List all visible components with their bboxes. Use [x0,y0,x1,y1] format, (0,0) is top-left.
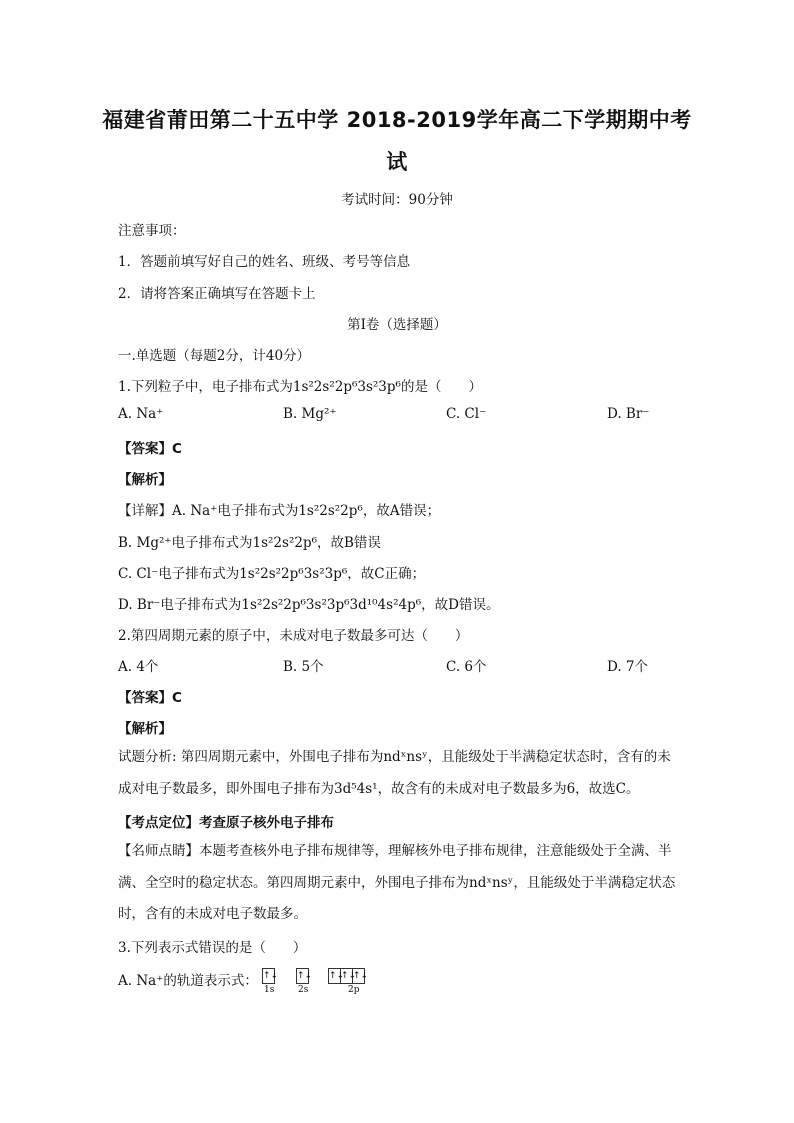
document-title-continued: 试 [386,150,408,174]
question-1-option-a: A. Na⁺ [118,406,164,422]
question-2-option-c: C. 6个 [446,659,487,675]
question-1-option-d: D. Br⁻ [607,406,650,422]
orbital-box-2s [296,968,313,984]
orbital-label-1s: 1s [264,985,275,995]
notice-item-1: 1．答题前填写好自己的姓名、班级、考号等信息 [118,254,411,270]
document-title: 福建省莆田第二十五中学 2018-2019学年高二下学期期中考 [102,108,692,132]
notice-item-2: 2．请将答案正确填写在答题卡上 [118,286,316,302]
question-1-detail-a: 【详解】A. Na⁺电子排布式为1s²2s²2p⁶，故A错误； [118,503,441,519]
question-1-answer: 【答案】C [118,441,182,457]
orbital-cell: ↑↓ [329,971,345,981]
question-2-option-a: A. 4个 [118,659,159,675]
question-1-detail-c: C. Cl⁻电子排布式为1s²2s²2p⁶3s²3p⁶，故C正确； [118,566,426,582]
orbital-cell: ↑↓ [353,971,369,981]
question-2-option-d: D. 7个 [607,659,649,675]
orbital-box-2p [328,968,369,984]
question-2-kaodian: 【考点定位】考查原子核外电子排布 [118,815,334,831]
section-title: 一.单选题（每题2分，计40分） [118,348,311,364]
question-2-analysis-header: 【解析】 [118,721,172,737]
question-3-option-a-label: A. Na⁺的轨道表示式： [118,973,258,989]
question-1-analysis-header: 【解析】 [118,472,172,488]
question-1-detail-d: D. Br⁻电子排布式为1s²2s²2p⁶3s²3p⁶3d¹⁰4s²4p⁶，故D错误。 [118,597,500,613]
orbital-label-2s: 2s [298,985,309,995]
question-1-detail-b: B. Mg²⁺电子排布式为1s²2s²2p⁶，故B错误 [118,535,381,551]
notice-header: 注意事项： [118,223,186,239]
orbital-cell: ↑↓ [263,971,279,981]
orbital-box-1s [262,968,279,984]
volume-title: 第I卷（选择题） [347,317,447,333]
question-1-option-b: B. Mg²⁺ [283,406,337,422]
orbital-label-2p: 2p [348,985,360,995]
question-1-stem: 1.下列粒子中，电子排布式为1s²2s²2p⁶3s²3p⁶的是（ ） [118,379,482,395]
question-2-explanation: 试题分析: 第四周期元素中，外围电子排布为ndˣnsʸ，且能级处于半满稳定状态时，含有的未成对电子数最多，即外围电子排布为3d⁵4s¹，故含有的未成对电子数最多为6，故选C。 [118,749,671,797]
orbital-cell: ↑↓ [341,971,357,981]
question-1-option-c: C. Cl⁻ [446,406,487,422]
question-2-stem: 2.第四周期元素的原子中，未成对电子数最多可达（ ） [118,628,469,644]
question-3-stem: 3.下列表示式错误的是（ ） [118,940,307,956]
orbital-cell: ↑↓ [297,971,313,981]
exam-time: 考试时间：90分钟 [341,192,453,208]
question-2-mingshi: 【名师点睛】本题考查核外电子排布规律等，理解核外电子排布规律，注意能级处于全满、半满、全空时的稳定状态。第四周期元素中，外围电子排布为ndˣnsʸ，且能级处于半满稳定状态时，含有的未成对电子数最多。 [118,843,676,922]
question-2-answer: 【答案】C [118,690,182,706]
question-2-option-b: B. 5个 [283,659,324,675]
